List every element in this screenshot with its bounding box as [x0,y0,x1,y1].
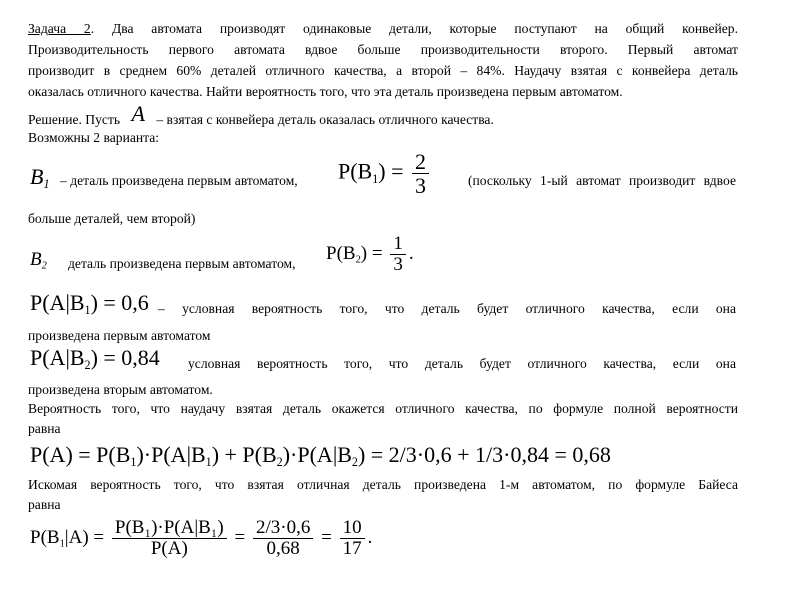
bayes-text-2: равна [28,497,61,512]
bayes-fraction-2 [253,518,313,559]
bayes-fraction-2-numerator: 2/3·0,6 [253,518,313,539]
task-line-4: оказалась отличного качества. Найти вероятность того, что эта деталь произведена первым автоматом. [28,84,623,99]
total-formula-part-e: ) = 2/3·0,6 + 1/3·0,84 = 0,68 [357,442,611,467]
bayes-text: Искомая вероятность того, что взятая отличная деталь произведена 1-м автоматом, по формуле Байеса [28,477,738,492]
solution-intro-rest: – взятая с конвейера деталь оказалась отличного качества. [156,112,494,127]
bayes-equals-1: = [234,526,246,548]
cond2-formula [30,345,160,373]
total-sub-3: 2 [276,455,283,470]
b2-formula-left: P(B [326,242,356,264]
bayes-fraction-1 [112,518,227,559]
b2-period: . [408,242,414,264]
total-probability-text-2: равна [28,421,61,436]
cond2-description-continued: произведена вторым автоматом. [28,382,213,397]
b2-symbol [30,249,47,272]
b1-fraction-denominator: 3 [415,173,427,199]
cond1-formula [30,290,149,318]
total-sub-2: 1 [205,455,212,470]
task-line-1 [28,20,738,38]
total-probability-text: Вероятность того, что наудачу взятая деталь окажется отличного качества, по формуле полной вероятности [28,401,738,416]
cond1-formula-left: P(A|B [30,290,85,315]
task-label: Задача 2 [28,21,91,36]
bayes-lhs-end: |A) = [64,526,105,548]
b1-letter: B [30,164,44,189]
b1-symbol [30,164,50,192]
total-formula-part-a: P(A) = P(B [30,442,131,467]
cond1-description-continued: произведена первым автоматом [28,328,211,343]
b1-note: (поскольку 1-ый автомат производит вдвое [468,173,736,188]
bayes-formula [30,518,372,559]
b1-formula-left: P(B [338,158,373,184]
b1-description: – деталь произведена первым автоматом, [60,173,298,188]
cond2-description: условная вероятность того, что деталь будет отличного качества, если она [188,356,736,371]
total-formula-part-d: )·P(A|B [282,442,352,467]
b2-probability-formula [326,234,414,275]
b2-description: деталь произведена первым автоматом, [68,256,296,271]
b2-fraction [390,234,406,275]
bayes-lhs-sub: 1 [59,538,65,550]
b2-fraction-numerator: 1 [390,234,406,255]
bayes-equals-2: = [321,526,332,548]
cond1-description: – условная вероятность того, что деталь будет отличного качества, если она [158,301,736,316]
b2-formula-right: ) = [360,242,383,264]
total-sub-1: 1 [130,455,137,470]
variants-text: Возможны 2 варианта: [28,130,160,145]
b2-letter: B [30,249,42,270]
cond2-formula-left: P(A|B [30,345,85,370]
total-formula-part-c: ) + P(B [211,442,277,467]
task-line-3: производит в среднем 60% деталей отличного качества, а второй – 84%. Наудачу взятая с конвейера деталь [28,63,738,78]
b1-subscript: 1 [43,177,50,192]
b1-fraction-numerator: 2 [412,150,429,174]
b1-formula-right: ) = [378,158,404,184]
cond1-value: ) = 0,6 [90,290,149,315]
task-line-2: Производительность первого автомата вдвое больше производительности второго. Первый автомат [28,42,738,57]
bayes-fraction-3-denominator: 17 [342,537,362,559]
b2-subscript: 2 [41,260,47,272]
solution-intro-text: Решение. Пусть [28,112,121,127]
bayes-fraction-3 [340,518,365,559]
bayes-fraction-3-numerator: 10 [340,518,365,539]
b2-fraction-denominator: 3 [393,253,403,275]
bayes-fraction-2-denominator: 0,68 [266,537,300,559]
b2-formula-sub: 2 [355,254,361,266]
bayes-fraction-1-denominator: P(A) [150,537,188,559]
b1-probability-formula [338,150,432,197]
bayes-fraction-1-numerator: P(B₁)·P(A|B₁) [112,518,227,539]
cond2-value: ) = 0,84 [90,345,160,370]
b1-note-continued: больше деталей, чем второй) [28,211,196,226]
bayes-period: . [367,526,373,548]
task-line-1-text: . Два автомата производят одинаковые детали, которые поступают на общий конвейер. [90,21,738,36]
total-formula-part-b: )·P(A|B [136,442,206,467]
b1-formula-sub: 1 [372,171,379,186]
total-probability-formula [30,442,611,470]
event-a-symbol: A [131,101,145,126]
bayes-lhs: P(B [30,526,60,548]
cond2-subscript: 2 [84,358,91,373]
total-sub-4: 2 [351,455,358,470]
cond1-subscript: 1 [84,303,91,318]
solution-intro [28,101,494,129]
b1-fraction [412,150,429,197]
